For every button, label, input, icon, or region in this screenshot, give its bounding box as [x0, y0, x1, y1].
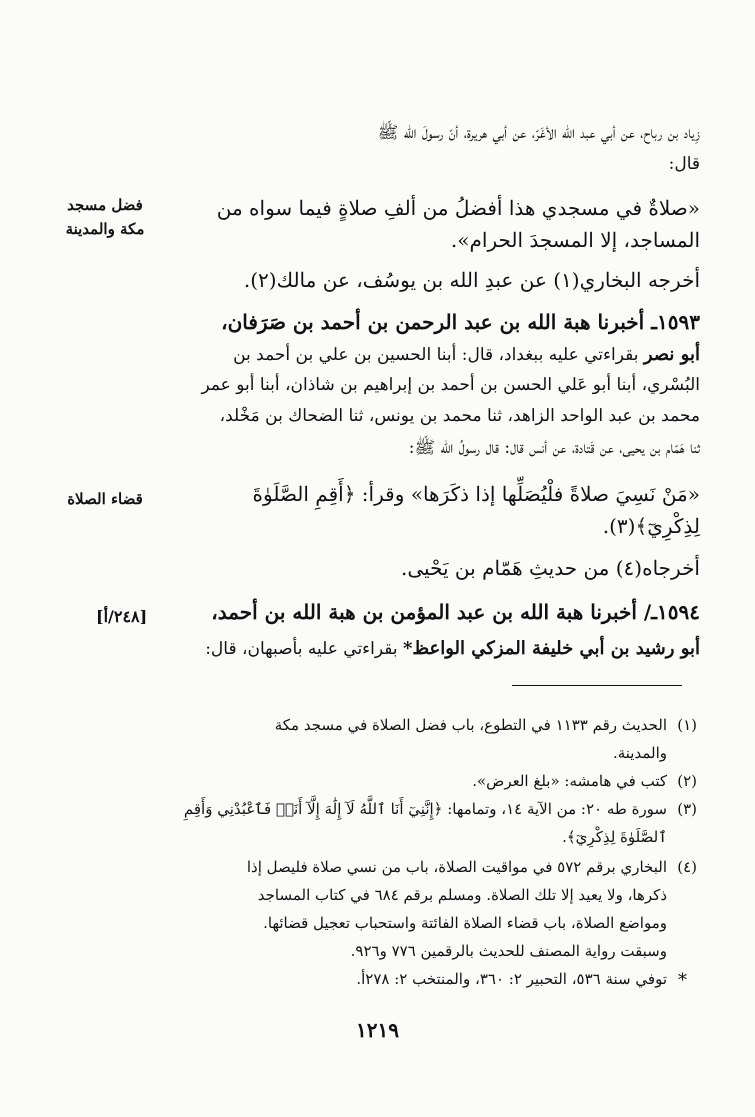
text-line-2: قال:: [668, 154, 700, 174]
isnad-line-1594-rest: بقراءتي عليه بأصبهان، قال:: [205, 639, 404, 659]
footnote-line: الحديث رقم ١١٣٣ في التطوع، باب فضل الصلاة في مسجد مكة: [274, 716, 667, 734]
isnad-line-3: البُسْري، أبنا أبو عَلي الحسن بن أحمد بن إبراهيم بن شاذان، أبنا أبو عمر: [201, 375, 700, 395]
isnad-heading-1594: ١٥٩٤ـ/ أخبرنا هبة الله بن عبد المؤمن بن هبة الله بن أحمد،: [211, 600, 700, 624]
margin-note-line: مكة والمدينة: [65, 220, 145, 238]
margin-note-mosque-virtue: [50, 196, 160, 238]
page-number: ١٢١٩: [356, 1018, 399, 1042]
isnad-line-5: ثنا هَمّام بن يحيى، عن قَتادة، عن أنس قال: قال رسولُ الله ﷺ:: [408, 438, 700, 458]
hadith-text-line-2: المساجد، إلا المسجدَ الحرام».: [450, 228, 700, 252]
margin-note-missed-prayer: قضاء الصلاة: [67, 490, 143, 508]
footnote-line: ومواضع الصلاة، باب قضاء الصلاة الفائتة واستحباب تعجيل قضائها.: [263, 914, 667, 932]
footnote-line: والمدينة.: [612, 744, 667, 762]
footnote-line: وسبقت رواية المصنف للحديث بالرقمين ٧٧٦ و٩٢٦.: [350, 942, 667, 960]
narrator-name-2: أبو رشيد بن أبي خليفة المزكي الواعظ*: [403, 638, 700, 659]
footnote-line: سورة طه ٢٠: من الآية ١٤، وتمامها: ﴿إِنَّنِيٓ أَنَا ٱللَّهُ لَآ إِلَٰهَ إِلَّآ أَنَا۠ فَٱعْبُدْنِي وَأَقِمِ: [183, 800, 667, 818]
hadith-text-line-1: «صلاةٌ في مسجدي هذا أفضلُ من ألفِ صلاةٍ فيما سواه من: [216, 196, 700, 220]
isnad-line-2: [233, 344, 700, 365]
isnad-line-2-rest: بقراءتي عليه ببغداد، قال: أبنا الحسين بن علي بن أحمد بن: [233, 345, 644, 365]
footnote-divider: [512, 685, 682, 686]
takhrij-line-2: أخرجاه(٤) من حديثِ هَمّام بن يَحْيى.: [401, 556, 700, 580]
margin-note-line: فضل مسجد: [67, 196, 143, 214]
footnote-line: توفي سنة ٥٣٦، التحبير ٢: ٣٦٠، والمنتخب ٢: ٢٧٨أ.: [356, 970, 667, 988]
isnad-heading-1593: ١٥٩٣ـ أخبرنا هبة الله بن عبد الرحمن بن أحمد بن صَرَفان،: [221, 310, 700, 334]
footnote-number: (١): [677, 716, 697, 734]
hadith2-text-line-2: لِذِكْرِيٓ﴾(٣).: [602, 514, 700, 538]
takhrij-line-1: أخرجه البخاري(١) عن عبدِ الله بن يوسُف، عن مالك(٢).: [243, 268, 700, 292]
narrator-name: أبو نصر: [643, 344, 700, 365]
manuscript-folio-ref: [٢٤٨/أ]: [96, 607, 148, 626]
footnote-number: (٣): [677, 800, 697, 818]
isnad-line-1594-2: [205, 638, 700, 659]
footnote-line: البخاري برقم ٥٧٢ في مواقيت الصلاة، باب من نسي صلاة فليصل إذا: [246, 858, 667, 876]
footnote-line: كتب في هامشه: «بلغ العرض».: [472, 772, 667, 790]
text-line-1: زِياد بن رباح، عن أبي عبد الله الأغَرّ، عن أبي هريرة، أنّ رسولَ الله ﷺ: [377, 123, 700, 143]
footnote-asterisk: *: [678, 970, 687, 991]
footnote-line: ٱلصَّلَوٰةَ لِذِكْرِيٓ﴾.: [562, 828, 667, 846]
footnote-number: (٢): [677, 772, 697, 790]
footnote-line: ذكرها، ولا يعيد إلا تلك الصلاة. ومسلم برقم ٦٨٤ في كتاب المساجد: [257, 886, 667, 904]
hadith2-text-line-1: «مَنْ نَسِيَ صلاةً فلْيُصَلِّها إذا ذكَرَها» وقرأ: ﴿أَقِمِ الصَّلَوٰةَ: [252, 482, 700, 506]
isnad-line-4: محمد بن عبد الواحد الزاهد، ثنا محمد بن يونس، ثنا الضحاك بن مَخْلد،: [219, 406, 700, 426]
footnote-number: (٤): [677, 858, 697, 876]
